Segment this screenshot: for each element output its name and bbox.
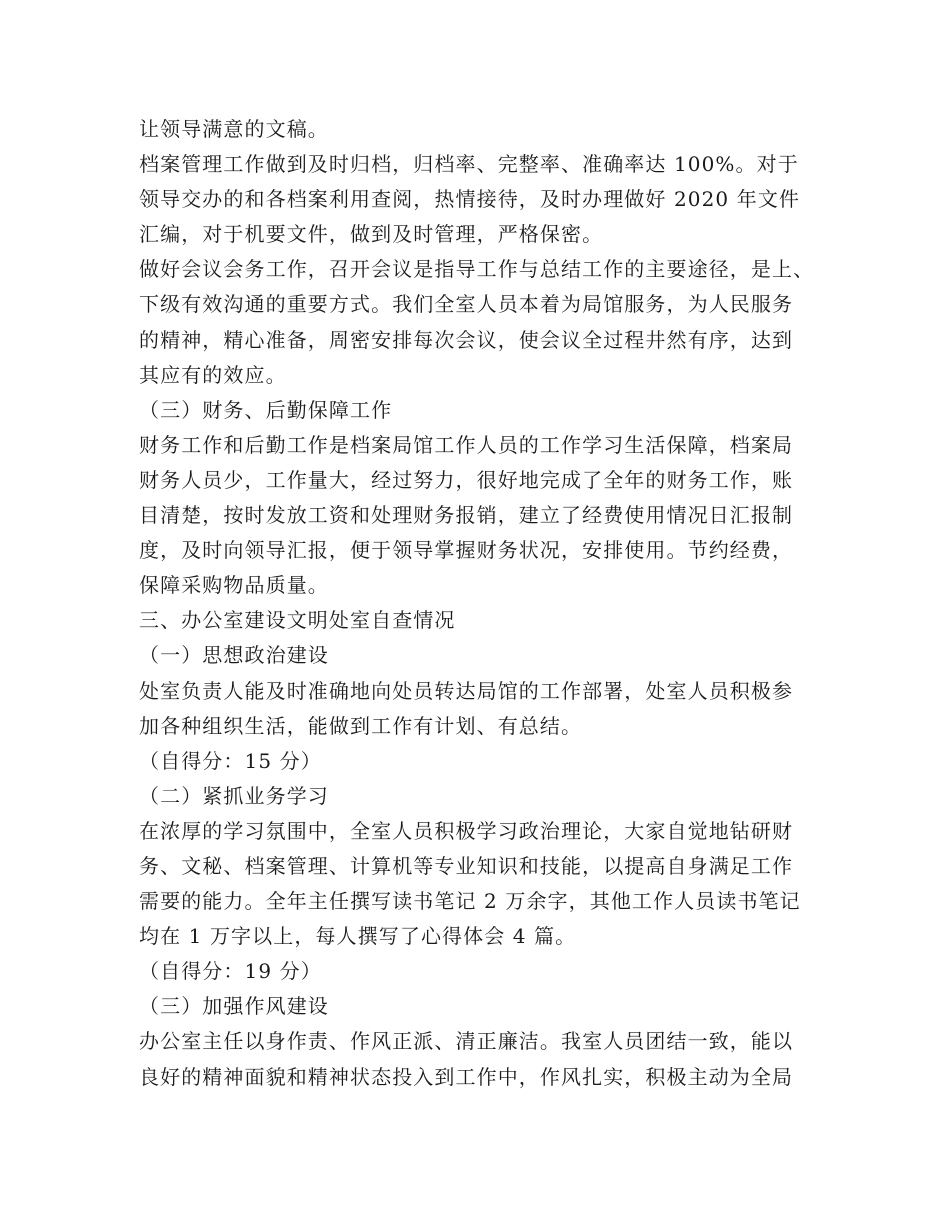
text-line: 保障采购物品质量。 bbox=[139, 573, 329, 598]
text-line: 领导交办的和各档案利用查阅，热情接待，及时办理做好 2020 年文件 bbox=[139, 187, 801, 212]
section-heading: （三）加强作风建设 bbox=[139, 994, 329, 1019]
text-line: 档案管理工作做到及时归档，归档率、完整率、准确率达 100%。对于 bbox=[139, 152, 799, 177]
text-line: 良好的精神面貌和精神状态投入到工作中，作风扎实，积极主动为全局 bbox=[139, 1064, 794, 1089]
score-line: （自得分：19 分） bbox=[139, 959, 322, 984]
text-line: 让领导满意的文稿。 bbox=[139, 117, 329, 141]
text-line: 财务工作和后勤工作是档案局馆工作人员的工作学习生活保障，档案局 bbox=[139, 432, 794, 457]
document-body bbox=[139, 112, 839, 1095]
text-line: 财务人员少，工作量大，经过努力，很好地完成了全年的财务工作，账 bbox=[139, 467, 794, 492]
section-heading: 三、办公室建设文明处室自查情况 bbox=[139, 608, 456, 633]
text-line: 的精神，精心准备，周密安排每次会议，使会议全过程井然有序，达到 bbox=[139, 327, 794, 352]
text-line: 其应有的效应。 bbox=[139, 362, 287, 387]
section-heading: （一）思想政治建设 bbox=[139, 643, 329, 668]
text-line: 均在 1 万字以上，每人撰写了心得体会 4 篇。 bbox=[139, 924, 577, 949]
text-line: 目清楚，按时发放工资和处理财务报销，建立了经费使用情况日汇报制 bbox=[139, 503, 794, 528]
text-line: 需要的能力。全年主任撰写读书笔记 2 万余字，其他工作人员读书笔记 bbox=[139, 889, 801, 914]
section-heading: （三）财务、后勤保障工作 bbox=[139, 397, 393, 422]
text-line: 加各种组织生活，能做到工作有计划、有总结。 bbox=[139, 713, 583, 738]
section-heading: （二）紧抓业务学习 bbox=[139, 783, 329, 808]
text-line: 做好会议会务工作，召开会议是指导工作与总结工作的主要途径，是上、 bbox=[139, 257, 815, 282]
text-line: 度，及时向领导汇报，便于领导掌握财务状况，安排使用。节约经费， bbox=[139, 538, 794, 563]
text-line: 汇编，对于机要文件，做到及时管理，严格保密。 bbox=[139, 222, 604, 247]
text-line: 在浓厚的学习氛围中，全室人员积极学习政治理论，大家自觉地钻研财 bbox=[139, 818, 794, 843]
text-line: 办公室主任以身作责、作风正派、清正廉洁。我室人员团结一致，能以 bbox=[139, 1029, 794, 1054]
score-line: （自得分：15 分） bbox=[139, 748, 322, 773]
text-line: 处室负责人能及时准确地向处员转达局馆的工作部署，处室人员积极参 bbox=[139, 678, 794, 703]
text-line: 下级有效沟通的重要方式。我们全室人员本着为局馆服务，为人民服务 bbox=[139, 292, 794, 317]
text-line: 务、文秘、档案管理、计算机等专业知识和技能，以提高自身满足工作 bbox=[139, 853, 794, 878]
